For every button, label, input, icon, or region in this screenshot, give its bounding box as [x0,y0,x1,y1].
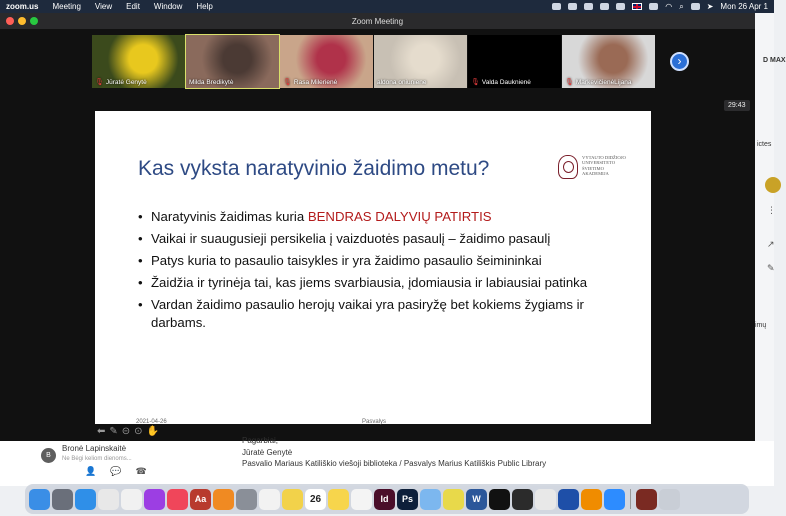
email-signature [242,435,546,470]
avatar: B [41,448,56,463]
more-icon[interactable]: ⋮ [767,205,776,215]
participant-name-text: Jūratė Genytė [105,78,147,86]
slide-toolbar [97,426,159,437]
participant-name-text: MarkevičienėLijana [575,78,632,86]
phone-icon[interactable]: ☎ [135,466,147,476]
email-line: Pasvalio Mariaus Katiliškio viešoji biblioteka / Pasvalys Marius Katiliškis Public Library [242,459,547,468]
system-preferences-icon[interactable] [236,489,257,510]
pencil-icon[interactable] [121,489,142,510]
accessibility-icon[interactable] [584,3,593,10]
muted-mic-icon: 🎙 [565,79,574,86]
apple-tv-icon[interactable] [489,489,510,510]
muted-mic-icon: 🎙 [471,79,480,86]
play-icon[interactable] [616,3,625,10]
slide-bullet [138,274,608,292]
screen-icon[interactable] [558,489,579,510]
logo-line: ŠVIETIMO [582,165,604,171]
participant-name [471,78,531,86]
preview-icon[interactable] [420,489,441,510]
finder-icon[interactable] [29,489,50,510]
participant-tile[interactable] [92,35,185,88]
participant-tile[interactable] [468,35,561,88]
prev-slide-icon[interactable]: ⬅ [97,426,106,437]
books-icon[interactable] [213,489,234,510]
side-label-imu: imų [755,322,767,329]
menu-view[interactable]: View [94,2,113,11]
menu-help[interactable]: Help [196,2,213,11]
dock-separator [630,489,631,509]
bullet-text: Vaikai ir suaugusieji persikelia į vaizduotės pasaulį – žaidimo pasaulį [151,231,551,246]
safari-icon[interactable] [75,489,96,510]
menu-clock[interactable]: Mon 26 Apr 1 [720,2,768,11]
photoshop-icon[interactable]: Ps [397,489,418,510]
menu-window[interactable]: Window [153,2,183,11]
participant-name [377,79,427,86]
wifi-icon[interactable]: ◠ [665,2,673,11]
participant-strip [92,35,655,88]
bullet-text: Naratyvinis žaidimas kuria [151,209,308,224]
participant-name-text: aldona oniuniene [377,79,427,86]
email-line: Pagarbiai, [242,436,279,445]
slide-bullet [138,230,608,248]
control-center-icon[interactable] [691,3,700,10]
slide-bullet [138,252,608,270]
reminders-icon[interactable] [351,489,372,510]
app-menu[interactable]: zoom.us [6,2,39,11]
dock [25,484,749,514]
podcasts-icon[interactable] [144,489,165,510]
external-link-icon[interactable]: ↗ [767,239,775,249]
tray-app-icon[interactable] [600,3,609,10]
paint-icon[interactable] [282,489,303,510]
slide-bullets [138,208,608,336]
input-source-flag-icon[interactable] [632,3,642,10]
participant-name [565,78,632,86]
word-icon[interactable]: W [466,489,487,510]
music-icon[interactable] [167,489,188,510]
location-icon[interactable]: ➤ [706,2,714,11]
zoom-icon[interactable] [604,489,625,510]
terminal-icon[interactable] [512,489,533,510]
calendar-icon[interactable]: 26 [305,489,326,510]
slide-bullet [138,296,608,332]
camera-icon[interactable] [552,3,561,10]
vlc-icon[interactable] [581,489,602,510]
chat-sender[interactable]: Bronė Lapinskaitė [62,444,127,453]
menu-bar [0,0,774,13]
launchpad-icon[interactable] [52,489,73,510]
participant-tile[interactable] [374,35,467,88]
pen-icon[interactable]: ✎ [109,426,118,437]
chat-icon[interactable]: 💬 [110,466,122,476]
background-app [754,13,786,483]
university-logo [558,155,640,179]
zoom-tray-icon[interactable] [568,3,577,10]
muted-mic-icon: 🎙 [95,79,104,86]
participant-name-text: Valda Dauknienė [481,78,531,86]
notes-icon[interactable] [328,489,349,510]
slide-title: Kas vyksta naratyvinio žaidimo metu? [138,157,490,180]
seal-icon [558,155,578,179]
chrome-2-icon[interactable] [535,489,556,510]
participant-name-text: Milda Bredikytė [189,79,234,86]
logo-line: AKADEMIJA [582,171,609,177]
participant-name-text: Rasa Milerienė [293,78,338,86]
menu-meeting[interactable]: Meeting [52,2,81,11]
next-participants-button[interactable]: › [670,52,689,71]
slide-date: 2021-04-26 [136,419,167,425]
trash-icon[interactable] [659,489,680,510]
minimize-icon[interactable] [18,17,26,25]
participant-tile[interactable] [280,35,373,88]
title-bar [0,13,755,29]
meeting-timer: 29:43 [724,100,750,111]
close-icon[interactable] [6,17,14,25]
side-label-max: D MAX [763,57,786,64]
edit-icon[interactable]: ✎ [767,263,775,273]
background-mail-app [0,436,774,486]
menu-edit[interactable]: Edit [126,2,140,11]
bullet-highlight: BENDRAS DALYVIŲ PATIRTIS [307,209,492,224]
chat-preview: Ne Bėgi keliom dienoms... [62,456,132,462]
logo-line: UNIVERSITETO [582,160,616,166]
battery-icon[interactable] [649,3,658,10]
dictionary-icon[interactable]: Aa [190,489,211,510]
maximize-icon[interactable] [30,17,38,25]
bullet-text: Vardan žaidimo pasaulio herojų vaikai yra pasiryžę bet kokiems žygiams ir darbams. [151,297,584,330]
spotlight-icon[interactable]: ⌕ [679,1,684,11]
indesign-icon[interactable]: Id [374,489,395,510]
avatar [765,177,781,193]
email-line: Jūratė Genytė [242,447,293,457]
slide-footer: Pasvalys [362,419,387,425]
bullet-text: Patys kuria to pasaulio taisykles ir yra žaidimo pasaulio šeimininkai [151,253,542,268]
shared-slide [95,111,651,424]
logo-line: VYTAUTO DIDŽIOJO [582,155,626,160]
participant-name [189,79,233,86]
highlighter-icon[interactable]: ⊝ [121,426,131,437]
participant-tile[interactable] [562,35,655,88]
more-options-icon[interactable]: ⊙ [134,426,143,437]
side-label-ictes: ictes [757,141,772,148]
participant-name [283,78,337,86]
participant-tile[interactable] [186,35,279,88]
zoom-window [0,13,755,441]
bullet-text: Žaidžia ir tyrinėja tai, kas jiems svarbiausia, įdomiausia ir labiausiai patinka [151,275,588,290]
pinwheel-icon[interactable] [443,489,464,510]
muted-mic-icon: 🎙 [283,79,292,86]
window-title: Zoom Meeting [351,16,404,26]
slide-bullet [138,208,608,226]
recents-icon[interactable] [636,489,657,510]
participant-name [95,78,147,86]
person-icon[interactable]: 👤 [85,466,97,476]
chrome-icon[interactable] [98,489,119,510]
mouse-cursor-icon: ✋ [146,426,160,437]
photos-icon[interactable] [259,489,280,510]
